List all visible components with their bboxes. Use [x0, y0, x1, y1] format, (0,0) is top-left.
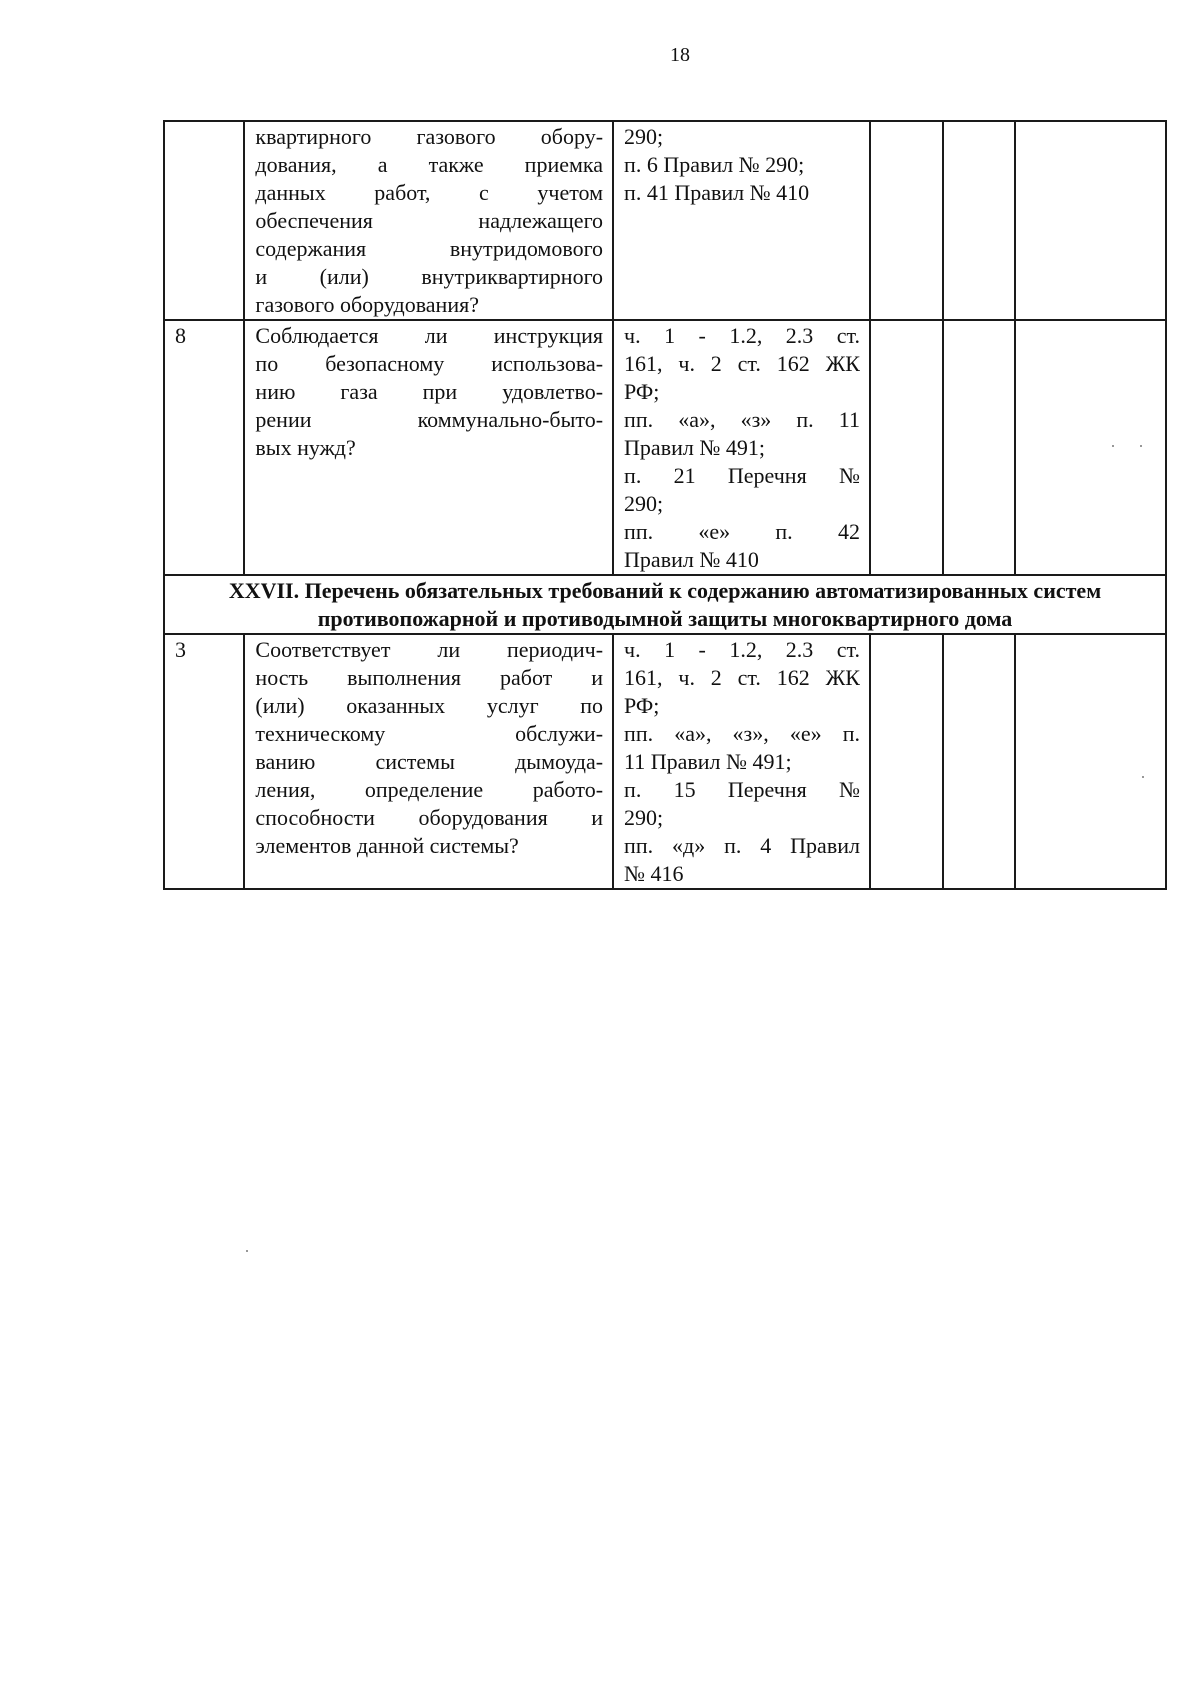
legal-reference-cell [613, 634, 870, 889]
question-line: вых нужд? [255, 435, 356, 460]
reference-line: РФ; [624, 379, 660, 404]
answer-cell-no[interactable] [943, 121, 1016, 320]
reference-line: 290; [624, 124, 664, 149]
question-cell [244, 121, 613, 320]
question-line: рении коммунально-быто- [255, 407, 604, 432]
reference-line: п. 15 Перечня № [624, 777, 860, 802]
reference-line: 161, ч. 2 ст. 162 ЖК [624, 665, 860, 690]
question-line: (или) оказанных услуг по [255, 693, 604, 718]
answer-cell-yes[interactable] [870, 121, 943, 320]
reference-line: 11 Правил № 491; [624, 749, 792, 774]
question-line: способности оборудования и [255, 805, 604, 830]
row-number-cell: 3 [164, 634, 244, 889]
question-cell [244, 634, 613, 889]
question-line: ления, определение работо- [255, 777, 604, 802]
scan-speck [246, 1250, 248, 1252]
table-row [164, 121, 1166, 320]
scan-speck [1112, 445, 1114, 447]
answer-cell-note[interactable] [1015, 121, 1166, 320]
reference-line: п. 21 Перечня № [624, 463, 860, 488]
legal-reference-cell [613, 320, 870, 575]
answer-cell-yes[interactable] [870, 320, 943, 575]
page-number: 18 [670, 44, 690, 66]
reference-line: ч. 1 - 1.2, 2.3 ст. [624, 323, 860, 348]
answer-cell-note[interactable] [1015, 320, 1166, 575]
reference-line: РФ; [624, 693, 660, 718]
answer-cell-yes[interactable] [870, 634, 943, 889]
reference-line: ч. 1 - 1.2, 2.3 ст. [624, 637, 860, 662]
question-line: Соответствует ли периодич- [255, 637, 604, 662]
question-line: Соблюдается ли инструкция [255, 323, 604, 348]
requirements-table [163, 120, 1167, 890]
row-number-cell [164, 121, 244, 320]
question-cell [244, 320, 613, 575]
answer-cell-no[interactable] [943, 320, 1016, 575]
question-line: ность выполнения работ и [255, 665, 604, 690]
question-line: данных работ, с учетом [255, 180, 604, 205]
scan-speck [1140, 445, 1142, 447]
reference-line: Правил № 410 [624, 547, 759, 572]
reference-line: пп. «д» п. 4 Правил [624, 833, 860, 858]
section-title [164, 575, 1166, 634]
legal-reference-cell [613, 121, 870, 320]
question-line: по безопасному использова- [255, 351, 604, 376]
reference-line: 161, ч. 2 ст. 162 ЖК [624, 351, 860, 376]
question-line: газового оборудования? [255, 292, 479, 317]
reference-line: № 416 [624, 861, 684, 886]
reference-line: пп. «а», «з» п. 11 [624, 407, 860, 432]
section-header-row [164, 575, 1166, 634]
reference-line: 290; [624, 491, 664, 516]
reference-line: п. 41 Правил № 410 [624, 180, 810, 205]
reference-line: пп. «е» п. 42 [624, 519, 860, 544]
question-line: ванию системы дымоуда- [255, 749, 604, 774]
question-line: дования, а также приемка [255, 152, 604, 177]
question-line: техническому обслужи- [255, 721, 604, 746]
reference-line: 290; [624, 805, 664, 830]
section-title-line: противопожарной и противодымной защиты многоквартирного дома [317, 606, 1013, 631]
reference-line: пп. «а», «з», «е» п. [624, 721, 860, 746]
answer-cell-no[interactable] [943, 634, 1016, 889]
question-line: квартирного газового обору- [255, 124, 604, 149]
table-row [164, 320, 1166, 575]
question-line: и (или) внутриквартирного [255, 264, 604, 289]
table-row [164, 634, 1166, 889]
reference-line: Правил № 491; [624, 435, 765, 460]
row-number-cell: 8 [164, 320, 244, 575]
question-line: нию газа при удовлетво- [255, 379, 604, 404]
reference-line: п. 6 Правил № 290; [624, 152, 805, 177]
answer-cell-note[interactable] [1015, 634, 1166, 889]
question-line: элементов данной системы? [255, 833, 519, 858]
question-line: обеспечения надлежащего [255, 208, 604, 233]
question-line: содержания внутридомового [255, 236, 604, 261]
scan-speck [1142, 776, 1144, 778]
section-title-line: XXVII. Перечень обязательных требований к содержанию автоматизированных систем [228, 578, 1102, 603]
